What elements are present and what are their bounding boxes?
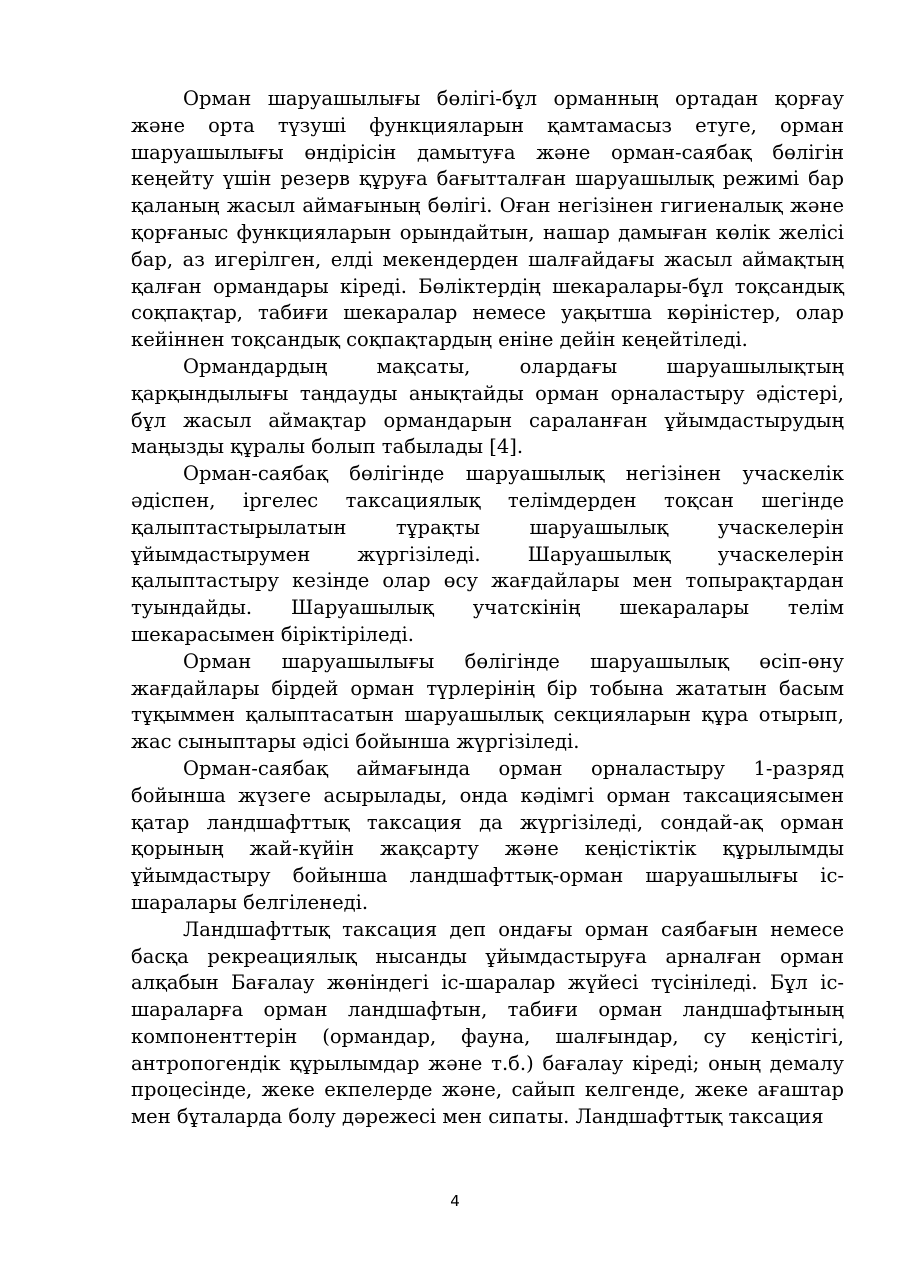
paragraph-green-zone-forestry-part: Орман шаруашылығы бөлігі-бұл орманның ортадан қорғау және орта түзуші функцияларын қамтамасыз етуге, орман шаруашылығы өндірісін дамытуға және орман-саябақ бөлігін кеңейту үшін резерв құруға бағытталған шаруашылық режимі бар қаланың жасыл аймағының бөлігі. Оған негізінен гигиеналық және қорғаныс функцияларын орындайтын, нашар дамыған көлік желісі бар, аз игерілген, елді мекендерден шалғайдағы жасыл аймақтың қалған ормандары кіреді. Бөліктердің шекаралары-бұл тоқсандық соқпақтар, табиғи шекаралар немесе уақытша көріністер, олар кейіннен тоқсандық соқпақтардың еніне дейін кеңейтіледі. bbox=[131, 87, 844, 352]
document-body bbox=[131, 86, 844, 1131]
paragraph-landscape-taxation: Ландшафттық таксация деп ондағы орман саябағын немесе басқа рекреациялық нысанды ұйымдастыруға арналған орман алқабын Бағалау жөніндегі іс-шаралар жүйесі түсініледі. Бұл іс-шараларға орман ландшафтын, табиғи орман ландшафтының компоненттерін (ормандар, фауна, шалғындар, су кеңістігі, антропогендік құрылымдар және т.б.) бағалау кіреді; оның демалу процесінде, жеке екпелерде және, сайып келгенде, жеке ағаштар мен бұталарда болу дәрежесі мен сипаты. Ландшафттық таксация bbox=[131, 917, 844, 1129]
paragraph-forest-purpose: Ормандардың мақсаты, олардағы шаруашылықтың қарқындылығы таңдауды анықтайды орман орналастыру әдістері, бұл жасыл аймақтар ормандарын сараланған ұйымдастырудың маңызды құралы болып табылады [4]. bbox=[131, 354, 844, 459]
paragraph-forestry-part-age-classes: Орман шаруашылығы бөлігінде шаруашылық өсіп-өну жағдайлары бірдей орман түрлерінің бір тобына жататын басым тұқыммен қалыптасатын шаруашылық секцияларын құра отырып, жас сыныптары әдісі бойынша жүргізіледі. bbox=[131, 649, 844, 754]
page-number: 4 bbox=[450, 1192, 460, 1210]
paragraph-forest-park-zone-inventory: Орман-саябақ аймағында орман орналастыру 1-разряд бойынша жүзеге асырылады, онда кәдімгі орман таксациясымен қатар ландшафттық таксация да жүргізіледі, сондай-ақ орман қорының жай-күйін жақсарту және кеңістіктік құрылымды ұйымдастыру бойынша ландшафттық-орман шаруашылығы іс-шаралары белгіленеді. bbox=[131, 756, 844, 914]
paragraph-forest-park-sites: Орман-саябақ бөлігінде шаруашылық негізінен учаскелік әдіспен, іргелес таксациялық телімдерден тоқсан шегінде қалыптастырылатын тұрақты шаруашылық учаскелерін ұйымдастырумен жүргізіледі. Шаруашылық учаскелерін қалыптастыру кезінде олар өсу жағдайлары мен топырақтардан туындайды. Шаруашылық учатскінің шекаралары телім шекарасымен біріктіріледі. bbox=[131, 462, 844, 646]
